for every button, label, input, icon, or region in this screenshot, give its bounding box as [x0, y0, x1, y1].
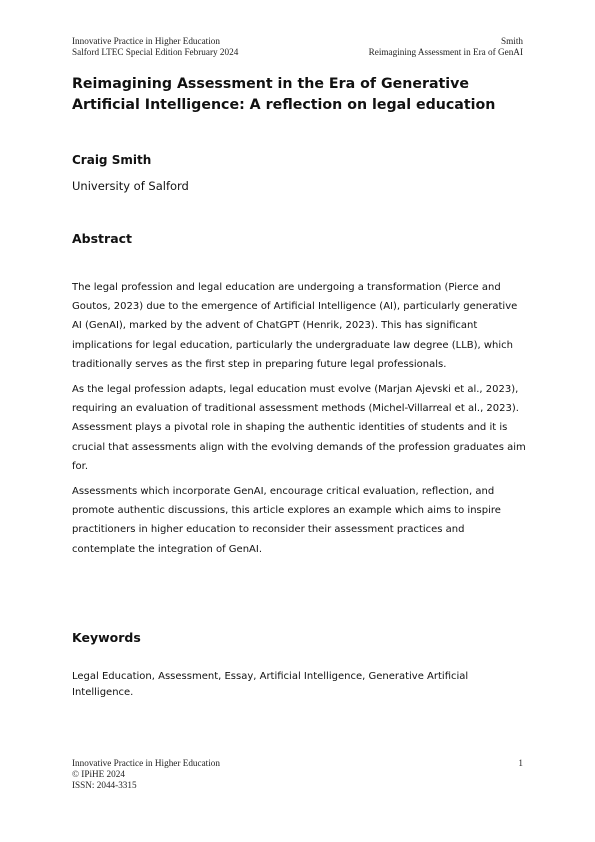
abstract-paragraph: As the legal profession adapts, legal education must evolve (Marjan Ajevski et al., 2023), requiring an evaluation of traditional assessment methods (Michel-Villarreal et al., 2023). Assessment plays a pivotal role in shaping the authentic identities of students and it is crucial that assessments align with the evolving demands of the profession graduates aim for. — [72, 384, 526, 472]
abstract-paragraph: Assessments which incorporate GenAI, encourage critical evaluation, reflection, and promote authentic discussions, this article explores an example which aims to inspire practitioners in higher education to reconsider their assessment practices and contemplate the integration of GenAI. — [72, 486, 501, 555]
abstract-body — [72, 278, 527, 565]
page-number: 1 — [518, 758, 523, 768]
author-affiliation: University of Salford — [72, 179, 189, 193]
abstract-paragraph: The legal profession and legal education are undergoing a transformation (Pierce and Goutos, 2023) due to the emergence of Artificial Intelligence (AI), particularly generative AI (GenAI), marked by the advent of ChatGPT (Henrik, 2023). This has significant implications for legal education, particularly the undergraduate law degree (LLB), which traditionally serves as the first step in preparing future legal professionals. — [72, 282, 518, 370]
running-header-right — [369, 36, 523, 58]
journal-name: Innovative Practice in Higher Education — [72, 36, 220, 46]
running-header-left — [72, 36, 238, 58]
page-footer — [72, 758, 220, 791]
footer-issn: ISSN: 2044-3315 — [72, 780, 137, 790]
keywords-heading: Keywords — [72, 630, 141, 645]
footer-journal: Innovative Practice in Higher Education — [72, 758, 220, 768]
edition-info: Salford LTEC Special Edition February 2024 — [72, 47, 239, 57]
keywords-list: Legal Education, Assessment, Essay, Artificial Intelligence, Generative Artificial Intelligence. — [72, 671, 469, 698]
short-title: Reimagining Assessment in Era of GenAI — [368, 47, 523, 57]
author-short: Smith — [501, 36, 523, 46]
paper-title: Reimagining Assessment in the Era of Generative Artificial Intelligence: A reflection on legal education — [72, 76, 496, 113]
author-name: Craig Smith — [72, 153, 152, 167]
footer-copyright: © IPiHE 2024 — [72, 769, 125, 779]
abstract-heading: Abstract — [72, 231, 133, 246]
